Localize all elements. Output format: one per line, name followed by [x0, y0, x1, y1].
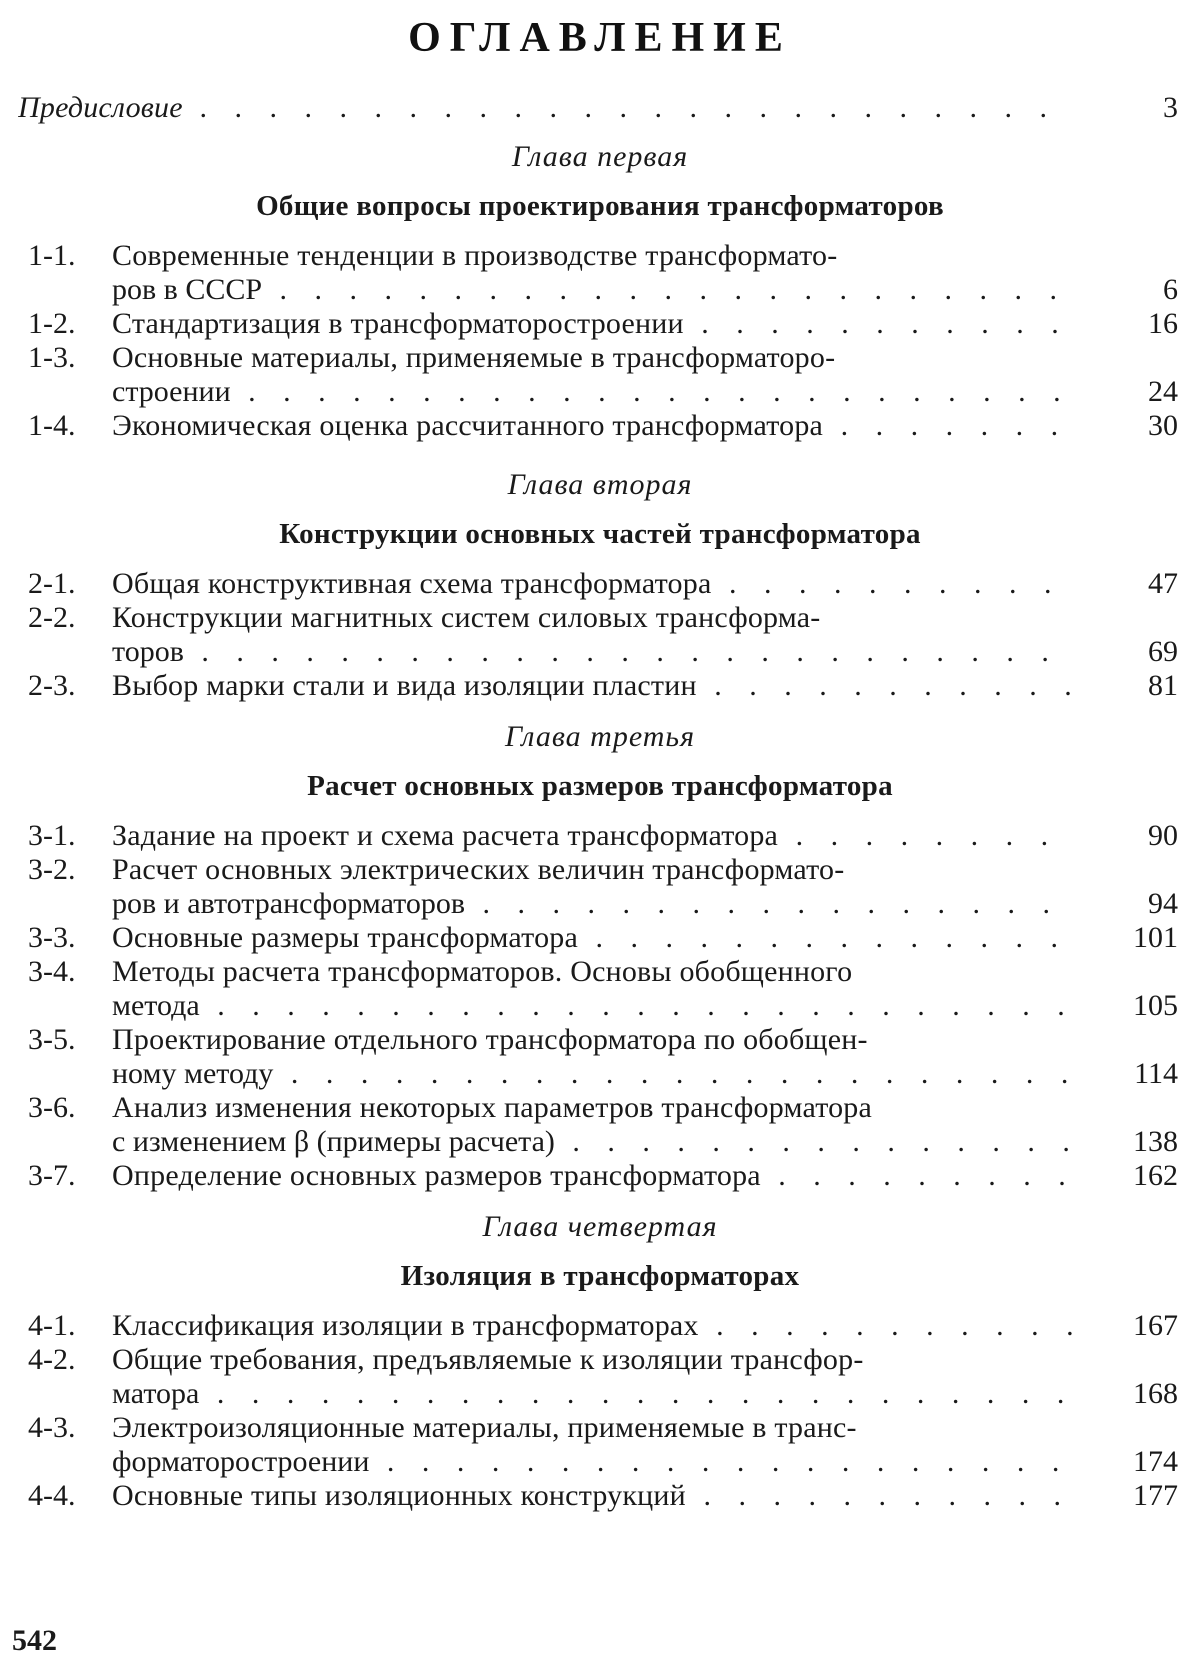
entry-line: Стандартизация в трансформаторостроении . . . — [112, 306, 1074, 342]
entry-page: 168 — [1133, 1377, 1178, 1410]
chapter-label: Глава первая — [511, 140, 689, 173]
entry-line: с изменением β (примеры расчета) . . . — [112, 1124, 1074, 1160]
entry-number: 4-2. — [28, 1343, 76, 1376]
entry-number: 3-2. — [28, 853, 76, 886]
entry-line: ному методу . . . — [112, 1056, 1074, 1092]
entry-line: торов . . . — [112, 634, 1074, 670]
entry-page: 162 — [1133, 1159, 1178, 1192]
chapter-title: Расчет основных размеров трансформатора — [307, 770, 893, 802]
entry-page: 114 — [1134, 1057, 1178, 1090]
entry-line: Проектирование отдельного трансформатора по обобщен- — [112, 1023, 868, 1056]
entry-page: 90 — [1148, 819, 1178, 852]
entry-line: матора . . . — [112, 1376, 1074, 1412]
entry-line: строении . . . — [112, 374, 1074, 410]
entry-line: Общая конструктивная схема трансформатора . . . — [112, 566, 1074, 602]
entry-number: 1-2. — [28, 307, 76, 340]
entry-page: 16 — [1148, 307, 1178, 340]
entry-number: 2-1. — [28, 567, 76, 600]
entry-page: 174 — [1133, 1445, 1178, 1478]
entry-line: Выбор марки стали и вида изоляции пластин . . . — [112, 668, 1074, 704]
toc-entry[interactable] — [0, 668, 1200, 708]
entry-page: 177 — [1133, 1479, 1178, 1512]
entry-line: ров и автотрансформаторов . . . — [112, 886, 1074, 922]
entry-page: 167 — [1133, 1309, 1178, 1342]
entry-line: Основные типы изоляционных конструкций . . . — [112, 1478, 1074, 1514]
entry-number: 3-3. — [28, 921, 76, 954]
entry-number: 3-6. — [28, 1091, 76, 1124]
chapter-title: Общие вопросы проектирования трансформаторов — [256, 190, 944, 222]
entry-page: 30 — [1148, 409, 1178, 442]
entry-number: 3-7. — [28, 1159, 76, 1192]
entry-number: 4-3. — [28, 1411, 76, 1444]
entry-line: Методы расчета трансформаторов. Основы обобщенного — [112, 955, 853, 988]
toc-title: ОГЛАВЛЕНИЕ — [408, 15, 792, 61]
entry-line: Современные тенденции в производстве трансформато- — [112, 239, 838, 272]
entry-line: Классификация изоляции в трансформаторах . . . — [112, 1308, 1074, 1344]
entry-line: Анализ изменения некоторых параметров трансформатора — [112, 1091, 873, 1124]
entry-number: 2-3. — [28, 669, 76, 702]
entry-number: 2-2. — [28, 601, 76, 634]
toc-entry[interactable] — [0, 408, 1200, 448]
entry-page: 6 — [1163, 273, 1178, 306]
entry-number: 1-1. — [28, 239, 76, 272]
entry-page: 105 — [1133, 989, 1178, 1022]
entry-number: 1-4. — [28, 409, 76, 442]
entry-line: форматоростроении . . . — [112, 1444, 1074, 1480]
entry-line: Основные размеры трансформатора . . . — [112, 920, 1074, 956]
entry-page: 69 — [1148, 635, 1178, 668]
entry-line: Расчет основных электрических величин трансформато- — [112, 853, 845, 886]
entry-page: 94 — [1148, 887, 1178, 920]
chapter-label: Глава вторая — [507, 468, 693, 501]
entry-number: 4-1. — [28, 1309, 76, 1342]
entry-number: 3-1. — [28, 819, 76, 852]
entry-page: 47 — [1148, 567, 1178, 600]
toc-entry[interactable] — [0, 1478, 1200, 1518]
entry-line: Экономическая оценка рассчитанного трансформатора . . . — [112, 408, 1074, 444]
chapter-title: Конструкции основных частей трансформатора — [279, 518, 921, 550]
toc-entry-preface[interactable] — [0, 90, 1200, 130]
entry-page: 138 — [1133, 1125, 1178, 1158]
entry-page: 81 — [1148, 669, 1178, 702]
entry-line: Задание на проект и схема расчета трансформатора . . . — [112, 818, 1074, 854]
entry-number: 1-3. — [28, 341, 76, 374]
entry-line: Общие требования, предъявляемые к изоляции трансфор- — [112, 1343, 864, 1376]
entry-number: 3-4. — [28, 955, 76, 988]
toc-entry[interactable] — [0, 1158, 1200, 1198]
entry-page: 101 — [1133, 921, 1178, 954]
entry-line: Конструкции магнитных систем силовых трансформа- — [112, 601, 821, 634]
entry-line: Определение основных размеров трансформатора . . . — [112, 1158, 1074, 1194]
page-number: 542 — [12, 1624, 57, 1657]
entry-label: Предисловие . . . — [18, 90, 1074, 126]
entry-page: 24 — [1148, 375, 1178, 408]
entry-line: Электроизоляционные материалы, применяемые в транс- — [112, 1411, 857, 1444]
chapter-label: Глава третья — [504, 720, 696, 753]
entry-number: 3-5. — [28, 1023, 76, 1056]
chapter-title: Изоляция в трансформаторах — [400, 1260, 800, 1292]
chapter-label: Глава четвертая — [482, 1210, 718, 1243]
entry-line: Основные материалы, применяемые в трансформаторо- — [112, 341, 836, 374]
entry-number: 4-4. — [28, 1479, 76, 1512]
entry-line: ров в СССР . . . — [112, 272, 1074, 308]
entry-line: метода . . . — [112, 988, 1074, 1024]
entry-page: 3 — [1163, 91, 1178, 124]
